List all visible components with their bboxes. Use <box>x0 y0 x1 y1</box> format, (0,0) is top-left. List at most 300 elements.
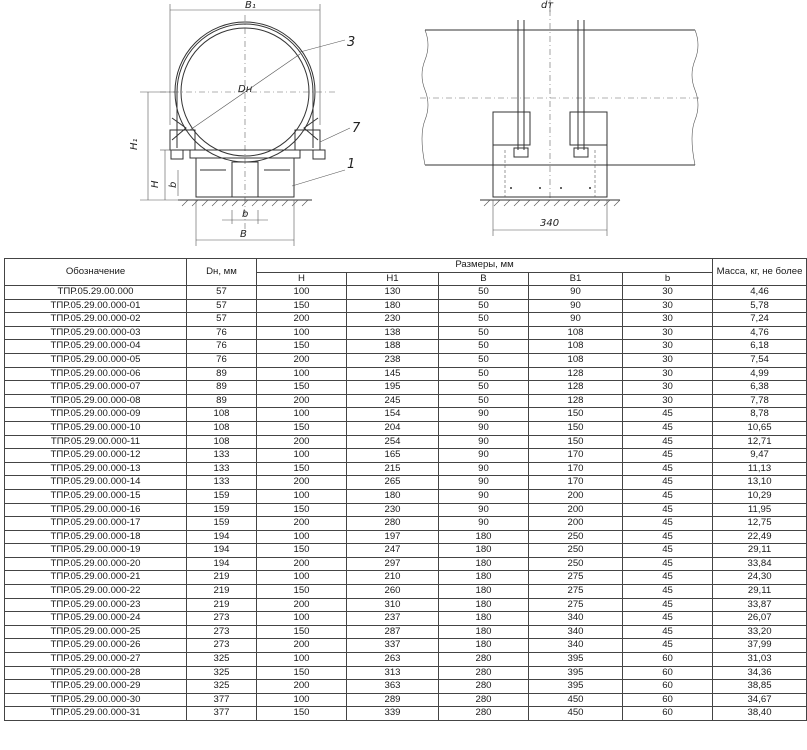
cell-designation: ТПР.05.29.00.000-28 <box>5 666 187 680</box>
cell-h: 150 <box>257 707 347 721</box>
cell-b1: 128 <box>529 381 623 395</box>
cell-b: 90 <box>439 449 529 463</box>
cell-designation: ТПР.05.29.00.000-04 <box>5 340 187 354</box>
table-row <box>5 489 807 503</box>
cell-h: 100 <box>257 653 347 667</box>
table-row <box>5 707 807 721</box>
cell-b-small: 45 <box>623 408 713 422</box>
cell-h: 200 <box>257 313 347 327</box>
table-row <box>5 653 807 667</box>
cell-h1: 247 <box>347 544 439 558</box>
header-h: H <box>257 272 347 286</box>
cell-dn: 273 <box>187 612 257 626</box>
cell-mass: 7,78 <box>713 394 807 408</box>
cell-b1: 395 <box>529 680 623 694</box>
cell-dn: 159 <box>187 503 257 517</box>
cell-b-small: 45 <box>623 476 713 490</box>
cell-b-small: 45 <box>623 612 713 626</box>
cell-b-small: 30 <box>623 286 713 300</box>
table-row <box>5 340 807 354</box>
cell-dn: 159 <box>187 517 257 531</box>
cell-b-small: 30 <box>623 313 713 327</box>
cell-designation: ТПР.05.29.00.000-29 <box>5 680 187 694</box>
cell-h: 150 <box>257 381 347 395</box>
cell-b1: 150 <box>529 408 623 422</box>
cell-h: 150 <box>257 666 347 680</box>
cell-b-small: 45 <box>623 598 713 612</box>
cell-h1: 130 <box>347 286 439 300</box>
cell-designation: ТПР.05.29.00.000-09 <box>5 408 187 422</box>
cell-b-small: 30 <box>623 326 713 340</box>
cell-h: 200 <box>257 639 347 653</box>
cell-b: 180 <box>439 612 529 626</box>
cell-b1: 200 <box>529 517 623 531</box>
cell-dn: 219 <box>187 585 257 599</box>
cell-b: 90 <box>439 517 529 531</box>
cell-b1: 340 <box>529 639 623 653</box>
cell-mass: 29,11 <box>713 585 807 599</box>
cell-dn: 377 <box>187 693 257 707</box>
table-row <box>5 381 807 395</box>
cell-b: 180 <box>439 557 529 571</box>
cell-h1: 238 <box>347 353 439 367</box>
cell-b1: 395 <box>529 666 623 680</box>
cell-designation: ТПР.05.29.00.000-06 <box>5 367 187 381</box>
side-view <box>420 0 700 236</box>
cell-b-small: 45 <box>623 530 713 544</box>
cell-designation: ТПР.05.29.00.000-26 <box>5 639 187 653</box>
cell-mass: 4,76 <box>713 326 807 340</box>
cell-h1: 280 <box>347 517 439 531</box>
cell-h1: 154 <box>347 408 439 422</box>
cell-h: 150 <box>257 585 347 599</box>
cell-dn: 133 <box>187 462 257 476</box>
cell-b1: 170 <box>529 476 623 490</box>
cell-b: 90 <box>439 421 529 435</box>
cell-mass: 38,40 <box>713 707 807 721</box>
label-b1: B₁ <box>245 0 256 11</box>
cell-dn: 89 <box>187 394 257 408</box>
cell-h1: 313 <box>347 666 439 680</box>
table-row <box>5 530 807 544</box>
cell-dn: 76 <box>187 340 257 354</box>
cell-h1: 138 <box>347 326 439 340</box>
table-row <box>5 449 807 463</box>
label-part-1: 1 <box>347 157 356 172</box>
table-row <box>5 612 807 626</box>
table-row <box>5 585 807 599</box>
cell-b1: 150 <box>529 421 623 435</box>
cell-b-small: 45 <box>623 544 713 558</box>
cell-b: 180 <box>439 530 529 544</box>
cell-b1: 200 <box>529 503 623 517</box>
cell-mass: 26,07 <box>713 612 807 626</box>
cell-mass: 33,84 <box>713 557 807 571</box>
cell-b: 280 <box>439 693 529 707</box>
cell-h: 100 <box>257 693 347 707</box>
cell-b: 50 <box>439 286 529 300</box>
cell-designation: ТПР.05.29.00.000-19 <box>5 544 187 558</box>
right-nut <box>313 150 325 159</box>
cell-dn: 194 <box>187 530 257 544</box>
header-dn: Dн, мм <box>187 259 257 286</box>
cell-b-small: 30 <box>623 394 713 408</box>
cell-h: 200 <box>257 598 347 612</box>
cell-h1: 287 <box>347 625 439 639</box>
table-row <box>5 421 807 435</box>
cell-h1: 188 <box>347 340 439 354</box>
cell-designation: ТПР.05.29.00.000-03 <box>5 326 187 340</box>
table-row <box>5 299 807 313</box>
cell-dn: 159 <box>187 489 257 503</box>
table-row <box>5 571 807 585</box>
cell-designation: ТПР.05.29.00.000-21 <box>5 571 187 585</box>
table-row <box>5 408 807 422</box>
header-b1: B1 <box>529 272 623 286</box>
header-b-small: b <box>623 272 713 286</box>
cell-b1: 128 <box>529 394 623 408</box>
cell-designation: ТПР.05.29.00.000-22 <box>5 585 187 599</box>
label-part-3: 3 <box>347 35 356 50</box>
cell-designation: ТПР.05.29.00.000-27 <box>5 653 187 667</box>
table-row <box>5 680 807 694</box>
cell-designation: ТПР.05.29.00.000 <box>5 286 187 300</box>
cell-mass: 10,65 <box>713 421 807 435</box>
cell-b1: 275 <box>529 571 623 585</box>
cell-b1: 275 <box>529 585 623 599</box>
cell-mass: 10,29 <box>713 489 807 503</box>
table-row <box>5 557 807 571</box>
header-designation: Обозначение <box>5 259 187 286</box>
cell-h1: 180 <box>347 299 439 313</box>
table-head <box>5 259 807 286</box>
cell-h1: 237 <box>347 612 439 626</box>
cell-designation: ТПР.05.29.00.000-15 <box>5 489 187 503</box>
cell-h: 100 <box>257 326 347 340</box>
cell-h1: 263 <box>347 653 439 667</box>
cell-h: 100 <box>257 571 347 585</box>
cell-designation: ТПР.05.29.00.000-31 <box>5 707 187 721</box>
table-row <box>5 503 807 517</box>
side-plate-right <box>570 112 607 145</box>
cell-b: 50 <box>439 299 529 313</box>
cell-b-small: 30 <box>623 381 713 395</box>
cell-mass: 33,20 <box>713 625 807 639</box>
cell-b-small: 45 <box>623 489 713 503</box>
cell-mass: 4,99 <box>713 367 807 381</box>
cell-b: 280 <box>439 680 529 694</box>
table-row <box>5 666 807 680</box>
cell-b1: 450 <box>529 693 623 707</box>
header-b: B <box>439 272 529 286</box>
cell-mass: 5,78 <box>713 299 807 313</box>
left-nut <box>171 150 183 159</box>
cell-mass: 12,71 <box>713 435 807 449</box>
cell-h: 100 <box>257 367 347 381</box>
cell-b1: 340 <box>529 612 623 626</box>
cell-h1: 260 <box>347 585 439 599</box>
cell-mass: 37,99 <box>713 639 807 653</box>
leader-7 <box>320 128 350 142</box>
cell-h: 200 <box>257 394 347 408</box>
cell-b: 50 <box>439 326 529 340</box>
cell-h1: 145 <box>347 367 439 381</box>
cell-b1: 275 <box>529 598 623 612</box>
cell-h: 200 <box>257 517 347 531</box>
cell-h1: 289 <box>347 693 439 707</box>
front-view <box>129 0 361 246</box>
cell-b: 280 <box>439 707 529 721</box>
cell-b: 280 <box>439 666 529 680</box>
cell-b-small: 30 <box>623 367 713 381</box>
cell-dn: 133 <box>187 476 257 490</box>
cell-dn: 194 <box>187 544 257 558</box>
side-ground-hatch <box>484 200 620 206</box>
left-lug <box>170 130 195 150</box>
cell-b1: 90 <box>529 313 623 327</box>
cell-b: 50 <box>439 340 529 354</box>
cell-b-small: 60 <box>623 653 713 667</box>
cell-b-small: 30 <box>623 299 713 313</box>
cell-b1: 90 <box>529 299 623 313</box>
cell-b-small: 45 <box>623 585 713 599</box>
table-row <box>5 639 807 653</box>
cell-b-small: 45 <box>623 571 713 585</box>
cell-h: 150 <box>257 503 347 517</box>
pipe-break-right <box>692 30 698 165</box>
cell-dn: 57 <box>187 286 257 300</box>
cell-b1: 250 <box>529 544 623 558</box>
cell-b-small: 45 <box>623 517 713 531</box>
cell-h1: 230 <box>347 503 439 517</box>
table-body <box>5 286 807 721</box>
cell-mass: 4,46 <box>713 286 807 300</box>
cell-b-small: 30 <box>623 340 713 354</box>
cell-b-small: 45 <box>623 449 713 463</box>
header-dimensions: Размеры, мм <box>257 259 713 273</box>
cell-dn: 133 <box>187 449 257 463</box>
cell-b-small: 45 <box>623 435 713 449</box>
cell-designation: ТПР.05.29.00.000-20 <box>5 557 187 571</box>
label-b: B <box>240 229 247 240</box>
drawing-canvas <box>0 0 750 258</box>
cell-h1: 165 <box>347 449 439 463</box>
cell-h: 150 <box>257 299 347 313</box>
cell-h1: 204 <box>347 421 439 435</box>
table-row <box>5 435 807 449</box>
cell-h1: 265 <box>347 476 439 490</box>
side-nut-left <box>514 148 528 157</box>
leader-1 <box>292 170 345 186</box>
cell-b1: 450 <box>529 707 623 721</box>
cell-h1: 195 <box>347 381 439 395</box>
cell-h: 150 <box>257 340 347 354</box>
cell-dn: 108 <box>187 408 257 422</box>
cell-mass: 13,10 <box>713 476 807 490</box>
cell-b-small: 45 <box>623 503 713 517</box>
cell-designation: ТПР.05.29.00.000-05 <box>5 353 187 367</box>
cell-designation: ТПР.05.29.00.000-11 <box>5 435 187 449</box>
cell-h: 150 <box>257 462 347 476</box>
cell-h: 100 <box>257 530 347 544</box>
cell-designation: ТПР.05.29.00.000-01 <box>5 299 187 313</box>
cell-mass: 33,87 <box>713 598 807 612</box>
cell-dn: 108 <box>187 421 257 435</box>
cell-dn: 89 <box>187 367 257 381</box>
cell-mass: 11,13 <box>713 462 807 476</box>
cell-b: 180 <box>439 598 529 612</box>
cell-h: 200 <box>257 435 347 449</box>
cell-h: 200 <box>257 680 347 694</box>
cell-b1: 200 <box>529 489 623 503</box>
cell-mass: 34,67 <box>713 693 807 707</box>
table-row <box>5 693 807 707</box>
cell-b: 90 <box>439 408 529 422</box>
weld-marks <box>510 187 591 189</box>
cell-b1: 170 <box>529 462 623 476</box>
left-rib <box>172 118 186 140</box>
cell-b-small: 45 <box>623 557 713 571</box>
cell-dn: 377 <box>187 707 257 721</box>
cell-mass: 11,95 <box>713 503 807 517</box>
label-b-small: b <box>242 209 249 220</box>
cell-designation: ТПР.05.29.00.000-13 <box>5 462 187 476</box>
cell-b-small: 30 <box>623 353 713 367</box>
cell-mass: 8,78 <box>713 408 807 422</box>
cell-h: 150 <box>257 421 347 435</box>
cell-mass: 12,75 <box>713 517 807 531</box>
table-row <box>5 326 807 340</box>
cell-b: 180 <box>439 571 529 585</box>
table-row <box>5 476 807 490</box>
label-h1: H₁ <box>129 138 140 150</box>
cell-b1: 108 <box>529 326 623 340</box>
cell-designation: ТПР.05.29.00.000-16 <box>5 503 187 517</box>
cell-b1: 250 <box>529 557 623 571</box>
cell-designation: ТПР.05.29.00.000-30 <box>5 693 187 707</box>
cell-h1: 245 <box>347 394 439 408</box>
cell-dn: 76 <box>187 353 257 367</box>
header-mass: Масса, кг, не более <box>713 259 807 286</box>
cell-h1: 180 <box>347 489 439 503</box>
table-row <box>5 625 807 639</box>
cell-h: 100 <box>257 286 347 300</box>
cell-h1: 210 <box>347 571 439 585</box>
cell-h: 150 <box>257 544 347 558</box>
cell-b: 90 <box>439 476 529 490</box>
cell-b1: 150 <box>529 435 623 449</box>
cell-designation: ТПР.05.29.00.000-02 <box>5 313 187 327</box>
cell-b-small: 60 <box>623 666 713 680</box>
cell-dn: 76 <box>187 326 257 340</box>
label-340: 340 <box>540 218 560 229</box>
table-row <box>5 517 807 531</box>
cell-mass: 6,38 <box>713 381 807 395</box>
cell-dn: 325 <box>187 653 257 667</box>
right-rib <box>304 118 318 140</box>
cell-dn: 57 <box>187 299 257 313</box>
cell-designation: ТПР.05.29.00.000-25 <box>5 625 187 639</box>
spec-table <box>4 258 807 721</box>
cell-h: 200 <box>257 557 347 571</box>
cell-mass: 38,85 <box>713 680 807 694</box>
table-row <box>5 353 807 367</box>
label-dn: Dн <box>238 84 253 95</box>
cell-b-small: 45 <box>623 462 713 476</box>
technical-drawing <box>0 0 750 258</box>
cell-dn: 325 <box>187 666 257 680</box>
cell-mass: 29,11 <box>713 544 807 558</box>
cell-mass: 34,36 <box>713 666 807 680</box>
cell-b1: 170 <box>529 449 623 463</box>
cell-h: 150 <box>257 625 347 639</box>
cell-designation: ТПР.05.29.00.000-18 <box>5 530 187 544</box>
cell-h1: 215 <box>347 462 439 476</box>
cell-h1: 310 <box>347 598 439 612</box>
cell-b: 280 <box>439 653 529 667</box>
label-h: H <box>150 180 161 188</box>
table-row <box>5 394 807 408</box>
header-h1: H1 <box>347 272 439 286</box>
table-row <box>5 598 807 612</box>
cell-mass: 7,54 <box>713 353 807 367</box>
cell-dn: 219 <box>187 571 257 585</box>
cell-mass: 24,30 <box>713 571 807 585</box>
cell-h1: 363 <box>347 680 439 694</box>
side-nut-right <box>574 148 588 157</box>
table-row <box>5 313 807 327</box>
cell-h1: 339 <box>347 707 439 721</box>
cell-mass: 6,18 <box>713 340 807 354</box>
cell-b: 90 <box>439 503 529 517</box>
cell-dn: 194 <box>187 557 257 571</box>
cell-mass: 7,24 <box>713 313 807 327</box>
table-row <box>5 286 807 300</box>
label-b-vertical: b <box>168 181 179 188</box>
cell-b: 180 <box>439 625 529 639</box>
cell-b1: 250 <box>529 530 623 544</box>
cell-h: 100 <box>257 612 347 626</box>
cell-b-small: 60 <box>623 707 713 721</box>
cell-mass: 9,47 <box>713 449 807 463</box>
cell-mass: 31,03 <box>713 653 807 667</box>
cell-b-small: 45 <box>623 421 713 435</box>
cell-designation: ТПР.05.29.00.000-24 <box>5 612 187 626</box>
cell-dn: 219 <box>187 598 257 612</box>
cell-designation: ТПР.05.29.00.000-08 <box>5 394 187 408</box>
cell-b1: 340 <box>529 625 623 639</box>
cell-dn: 273 <box>187 639 257 653</box>
header-row-1 <box>5 259 807 273</box>
table-row <box>5 367 807 381</box>
cell-b1: 128 <box>529 367 623 381</box>
cell-b: 180 <box>439 639 529 653</box>
cell-b1: 108 <box>529 340 623 354</box>
cell-h: 200 <box>257 476 347 490</box>
cell-b: 180 <box>439 585 529 599</box>
cell-b-small: 45 <box>623 625 713 639</box>
cell-designation: ТПР.05.29.00.000-23 <box>5 598 187 612</box>
cell-b: 90 <box>439 435 529 449</box>
cell-b: 50 <box>439 367 529 381</box>
cell-b: 50 <box>439 353 529 367</box>
cell-mass: 22,49 <box>713 530 807 544</box>
cell-dn: 108 <box>187 435 257 449</box>
cell-dn: 273 <box>187 625 257 639</box>
table-row <box>5 544 807 558</box>
cell-b-small: 45 <box>623 639 713 653</box>
cell-b-small: 60 <box>623 693 713 707</box>
